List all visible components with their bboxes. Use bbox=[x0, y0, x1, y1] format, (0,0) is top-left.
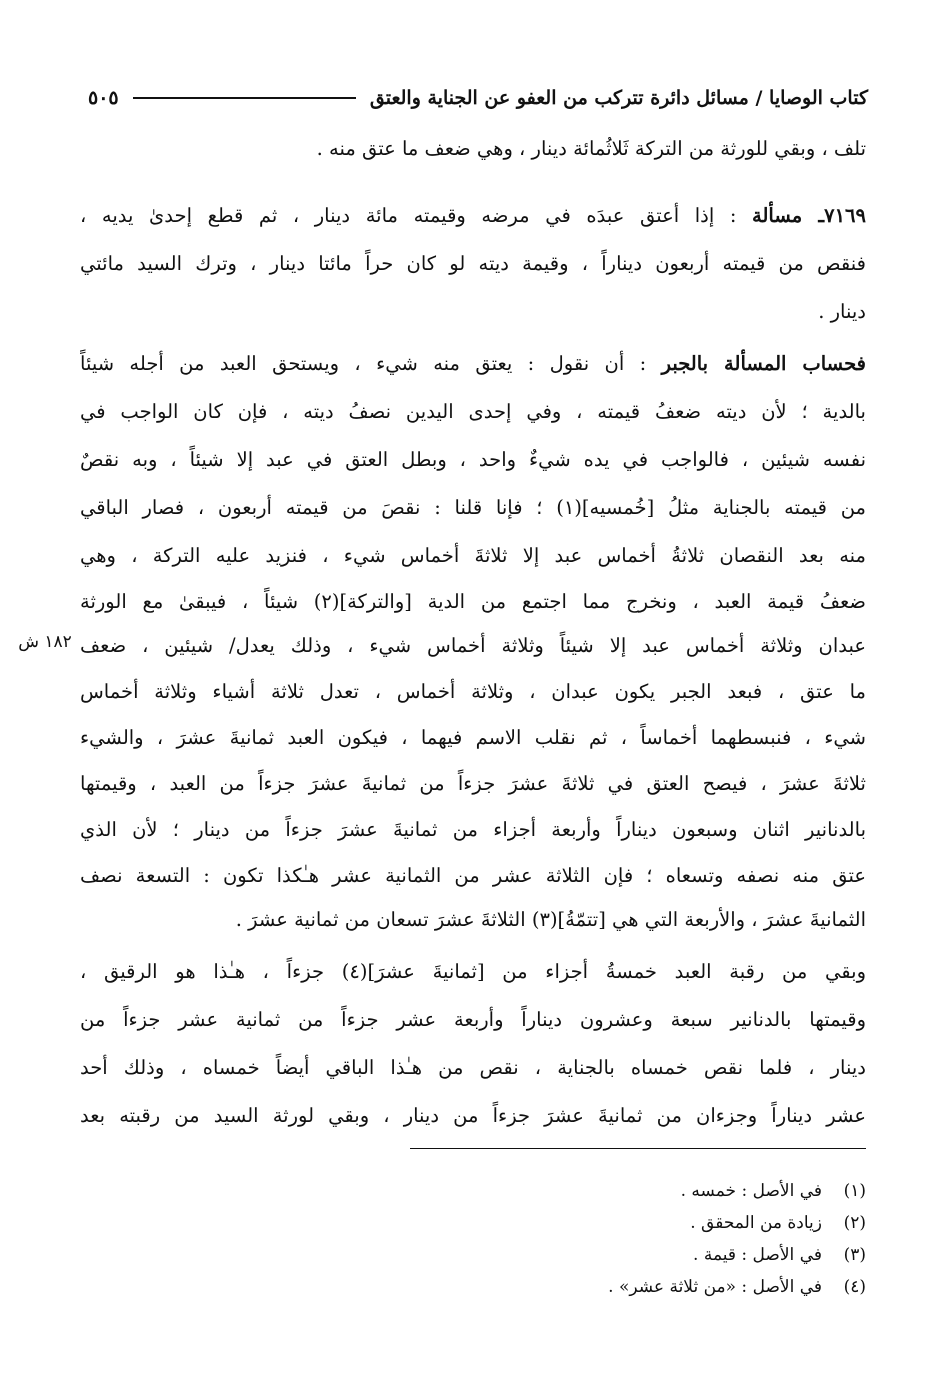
footnote-number: (٤) bbox=[843, 1277, 866, 1297]
text-line: ضعفُ قيمة العبد ، ونخرج مما اجتمع من الدية [والتركة](٢) شيئاً ، فيبقىٰ مع الورثة bbox=[80, 590, 866, 613]
footnote-number: (١) bbox=[843, 1181, 866, 1201]
footnote bbox=[400, 1176, 866, 1206]
footnote-number: (٢) bbox=[843, 1213, 866, 1233]
running-header bbox=[88, 80, 868, 116]
footnote bbox=[400, 1208, 866, 1238]
text-line: دينار . bbox=[818, 300, 866, 323]
footnote-text: في الأصل : قيمة . bbox=[693, 1245, 822, 1265]
header-title: كتاب الوصايا / مسائل دائرة تتركب من العفو عن الجناية والعتق bbox=[369, 87, 868, 109]
text-line: بالدنانير اثنان وسبعون ديناراً وأربعة أجزاء من ثمانيةَ عشرَ جزءاً من دينار ؛ لأن الذي bbox=[80, 818, 866, 841]
text-line: ٧١٦٩ـ مسألة : إذا أعتق عبدَه في مرضه وقيمته مائة دينار ، ثم قطع إحدىٰ يديه ، bbox=[80, 204, 866, 227]
footnote-divider bbox=[410, 1148, 866, 1149]
text-line: وقيمتها بالدنانير سبعة وعشرون ديناراً وأربعة عشر جزءاً من ثمانية عشر جزءاً من bbox=[80, 1008, 866, 1031]
text-line: بالدية ؛ لأن ديته ضعفُ قيمته ، وفي إحدى اليدين نصفُ ديته ، فإن كان الواجب في bbox=[80, 400, 866, 423]
text-line: فحساب المسألة بالجبر : أن نقول : يعتق منه شيء ، ويستحق العبد من أجله شيئاً bbox=[80, 352, 866, 375]
text-line: شيء ، فنبسطهما أخماساً ، ثم نقلب الاسم فيهما ، فيكون العبد ثمانيةَ عشرَ ، والشيء bbox=[80, 726, 866, 749]
text-line: عتق منه نصفه وتسعاه ؛ فإن الثلاثة عشر من الثمانية عشر هـٰكذا تكون : التسعة نصف bbox=[80, 864, 866, 887]
footnote bbox=[400, 1272, 866, 1302]
footnote-text: في الأصل : «من ثلاثة عشر» . bbox=[608, 1277, 822, 1297]
text-line: ثلاثةَ عشرَ ، فيصح العتق في ثلاثةَ عشرَ جزءاً من ثمانيةَ عشرَ جزءاً من العبد ، وقيمتها bbox=[80, 772, 866, 795]
text-line: وبقي من رقبة العبد خمسةُ أجزاء من [ثمانيةَ عشرَ](٤) جزءاً ، هـٰذا هو الرقيق ، bbox=[80, 960, 866, 983]
footnote bbox=[400, 1240, 866, 1270]
text-line: الثمانيةَ عشرَ ، والأربعة التي هي [تتمّةُ](٣) الثلاثةَ عشرَ تسعان من ثمانية عشرَ . bbox=[235, 908, 866, 931]
text-line: عشر ديناراً وجزءان من ثمانيةَ عشرَ جزءاً من دينار ، وبقي لورثة السيد من رقبته بعد bbox=[80, 1104, 866, 1127]
text-line: فنقص من قيمته أربعون ديناراً ، وقيمة ديته لو كان حراً مائتا دينار ، وترك السيد مائتي bbox=[80, 252, 866, 275]
text-line: عبدان وثلاثة أخماس عبد إلا شيئاً وثلاثة أخماس شيء ، وذلك يعدل/ شيئين ، ضعف bbox=[80, 634, 866, 657]
header-rule bbox=[133, 97, 356, 99]
text-line: تلف ، وبقي للورثة من التركة ثَلاثُمائة دينار ، وهي ضعف ما عتق منه . bbox=[316, 137, 866, 160]
footnote-number: (٣) bbox=[843, 1245, 866, 1265]
text-line: من قيمته بالجناية مثلُ [خُمسيه](١) ؛ فإنا قلنا : نقصَ من قيمته أربعون ، فصار الباقي bbox=[80, 496, 866, 519]
text-line: ما عتق ، فبعد الجبر يكون عبدان ، وثلاثة أخماس ، تعدل ثلاثة أشياء وثلاثة أخماس bbox=[80, 680, 866, 703]
section-label: فحساب المسألة بالجبر bbox=[661, 352, 866, 375]
footnote-text: في الأصل : خمسه . bbox=[680, 1181, 822, 1201]
text-line: منه بعد النقصان ثلاثةُ أخماس عبد إلا ثلاثةَ أخماس شيء ، فنزيد عليه التركة ، وهي bbox=[80, 544, 866, 567]
text-line: نفسه شيئين ، فالواجب في يده شيءٌ واحد ، وبطل العتق في عبد إلا شيئاً ، وبه نقصٌ bbox=[80, 448, 866, 471]
text-line: دينار ، فلما نقص خمساه بالجناية ، نقص من هـٰذا الباقي أيضاً خمساه ، وذلك أحد bbox=[80, 1056, 866, 1079]
section-label: ٧١٦٩ـ مسألة bbox=[752, 204, 866, 227]
margin-note: ١٨٢ ش bbox=[18, 632, 72, 652]
footnote-text: زيادة من المحقق . bbox=[690, 1213, 822, 1233]
page-number: ٥٠٥ bbox=[88, 87, 119, 109]
